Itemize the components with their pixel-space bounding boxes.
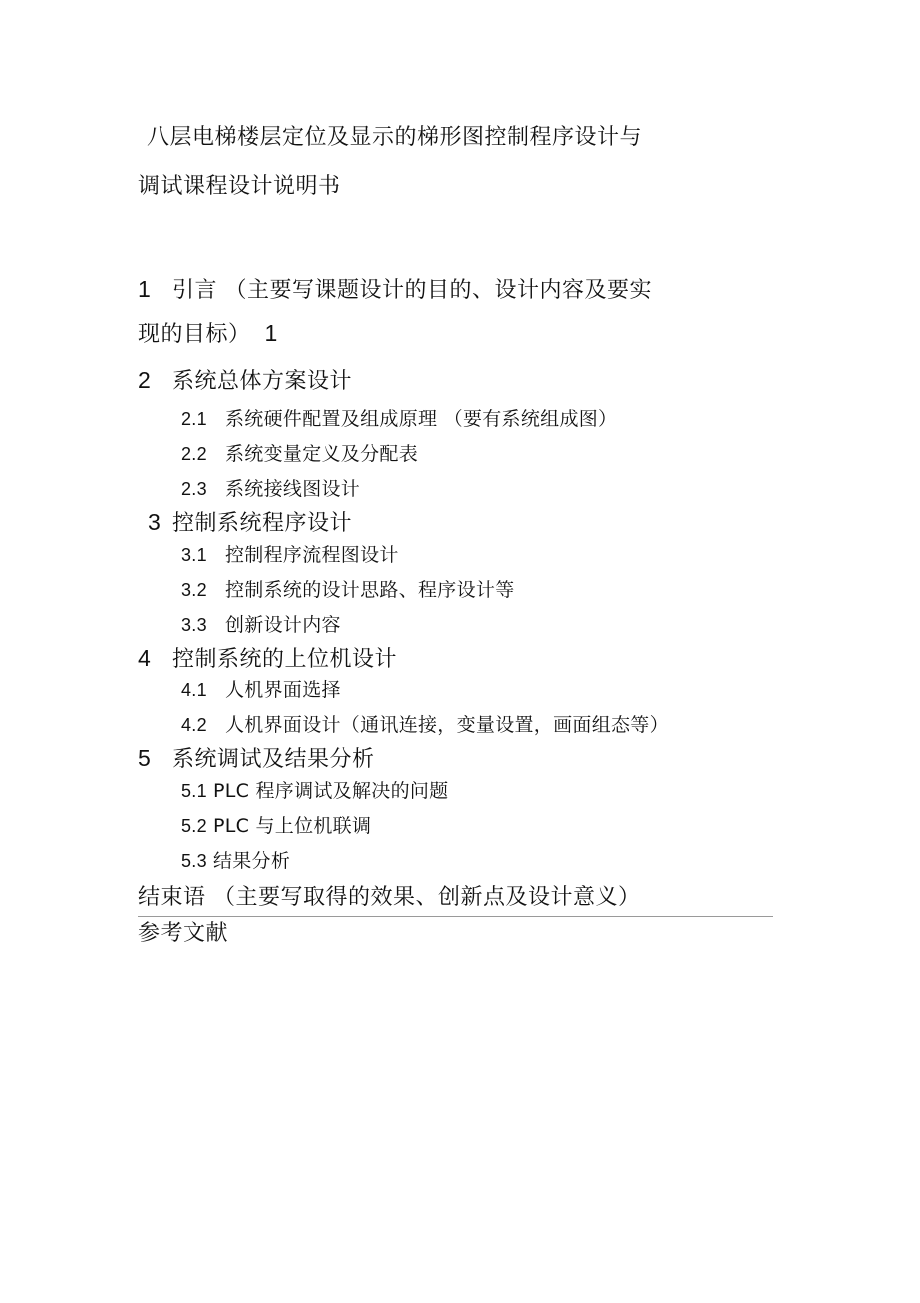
toc-section-4 — [138, 643, 397, 675]
toc-item-text: 控制系统的设计思路、程序设计等 — [225, 579, 515, 601]
toc-section-4-number: 4 — [138, 645, 152, 671]
toc-section-1-continuation-text: 现的目标） — [138, 322, 251, 347]
toc-item-text: 创新设计内容 — [225, 614, 341, 636]
toc-item-number: 5.1 — [181, 781, 207, 801]
toc-section-5-text: 系统调试及结果分析 — [172, 747, 375, 772]
toc-item-number: 4.1 — [181, 680, 207, 700]
toc-item-number: 3.2 — [181, 580, 207, 600]
toc-item-text: PLC 与上位机联调 — [212, 815, 372, 837]
toc-section-1-continuation — [138, 318, 278, 350]
toc-section-5 — [138, 743, 375, 775]
toc-section-3-number: 3 — [148, 509, 162, 535]
toc-item-3-2 — [181, 577, 515, 603]
toc-section-5-number: 5 — [138, 745, 152, 771]
toc-item-number: 5.3 — [181, 851, 207, 871]
toc-section-4-text: 控制系统的上位机设计 — [172, 647, 398, 672]
toc-item-2-3 — [181, 476, 360, 502]
toc-item-number: 4.2 — [181, 715, 207, 735]
toc-section-1-page-number: 1 — [264, 320, 278, 346]
toc-item-2-1 — [181, 406, 617, 432]
toc-item-text: PLC 程序调试及解决的问题 — [212, 780, 449, 802]
toc-item-text: 人机界面设计（通讯连接，变量设置，画面组态等） — [225, 714, 669, 736]
toc-item-4-1 — [181, 677, 341, 703]
toc-section-1-text: 引言 （主要写课题设计的目的、设计内容及要实 — [172, 278, 652, 303]
toc-section-2-text: 系统总体方案设计 — [172, 369, 353, 394]
toc-item-5-3 — [181, 848, 290, 874]
toc-section-2 — [138, 365, 352, 397]
toc-item-5-1 — [181, 778, 449, 804]
toc-item-5-2 — [181, 813, 371, 839]
toc-item-3-1 — [181, 542, 399, 568]
toc-item-4-2 — [181, 712, 669, 738]
toc-section-3 — [148, 507, 352, 539]
toc-item-number: 2.1 — [181, 409, 207, 429]
document-title-line-2: 调试课程设计说明书 — [138, 174, 341, 199]
toc-conclusion: 结束语 （主要写取得的效果、创新点及设计意义） — [138, 885, 641, 910]
toc-item-2-2 — [181, 441, 418, 467]
toc-item-number: 2.2 — [181, 444, 207, 464]
toc-item-text: 结果分析 — [212, 850, 291, 872]
toc-item-number: 2.3 — [181, 479, 207, 499]
toc-item-text: 系统变量定义及分配表 — [225, 443, 419, 465]
toc-section-1 — [138, 274, 652, 306]
toc-item-number: 3.1 — [181, 545, 207, 565]
toc-references: 参考文献 — [138, 921, 229, 946]
toc-item-text: 控制程序流程图设计 — [225, 544, 399, 566]
toc-item-number: 5.2 — [181, 816, 207, 836]
document-title-line-1: 八层电梯楼层定位及显示的梯形图控制程序设计与 — [147, 125, 643, 150]
toc-item-text: 人机界面选择 — [225, 679, 341, 701]
toc-item-3-3 — [181, 612, 341, 638]
horizontal-divider — [138, 916, 773, 917]
toc-section-2-number: 2 — [138, 367, 152, 393]
toc-item-text: 系统接线图设计 — [225, 478, 361, 500]
toc-section-3-text: 控制系统程序设计 — [172, 511, 353, 536]
toc-section-1-number: 1 — [138, 276, 152, 302]
toc-item-text: 系统硬件配置及组成原理 （要有系统组成图） — [225, 408, 618, 430]
toc-item-number: 3.3 — [181, 615, 207, 635]
